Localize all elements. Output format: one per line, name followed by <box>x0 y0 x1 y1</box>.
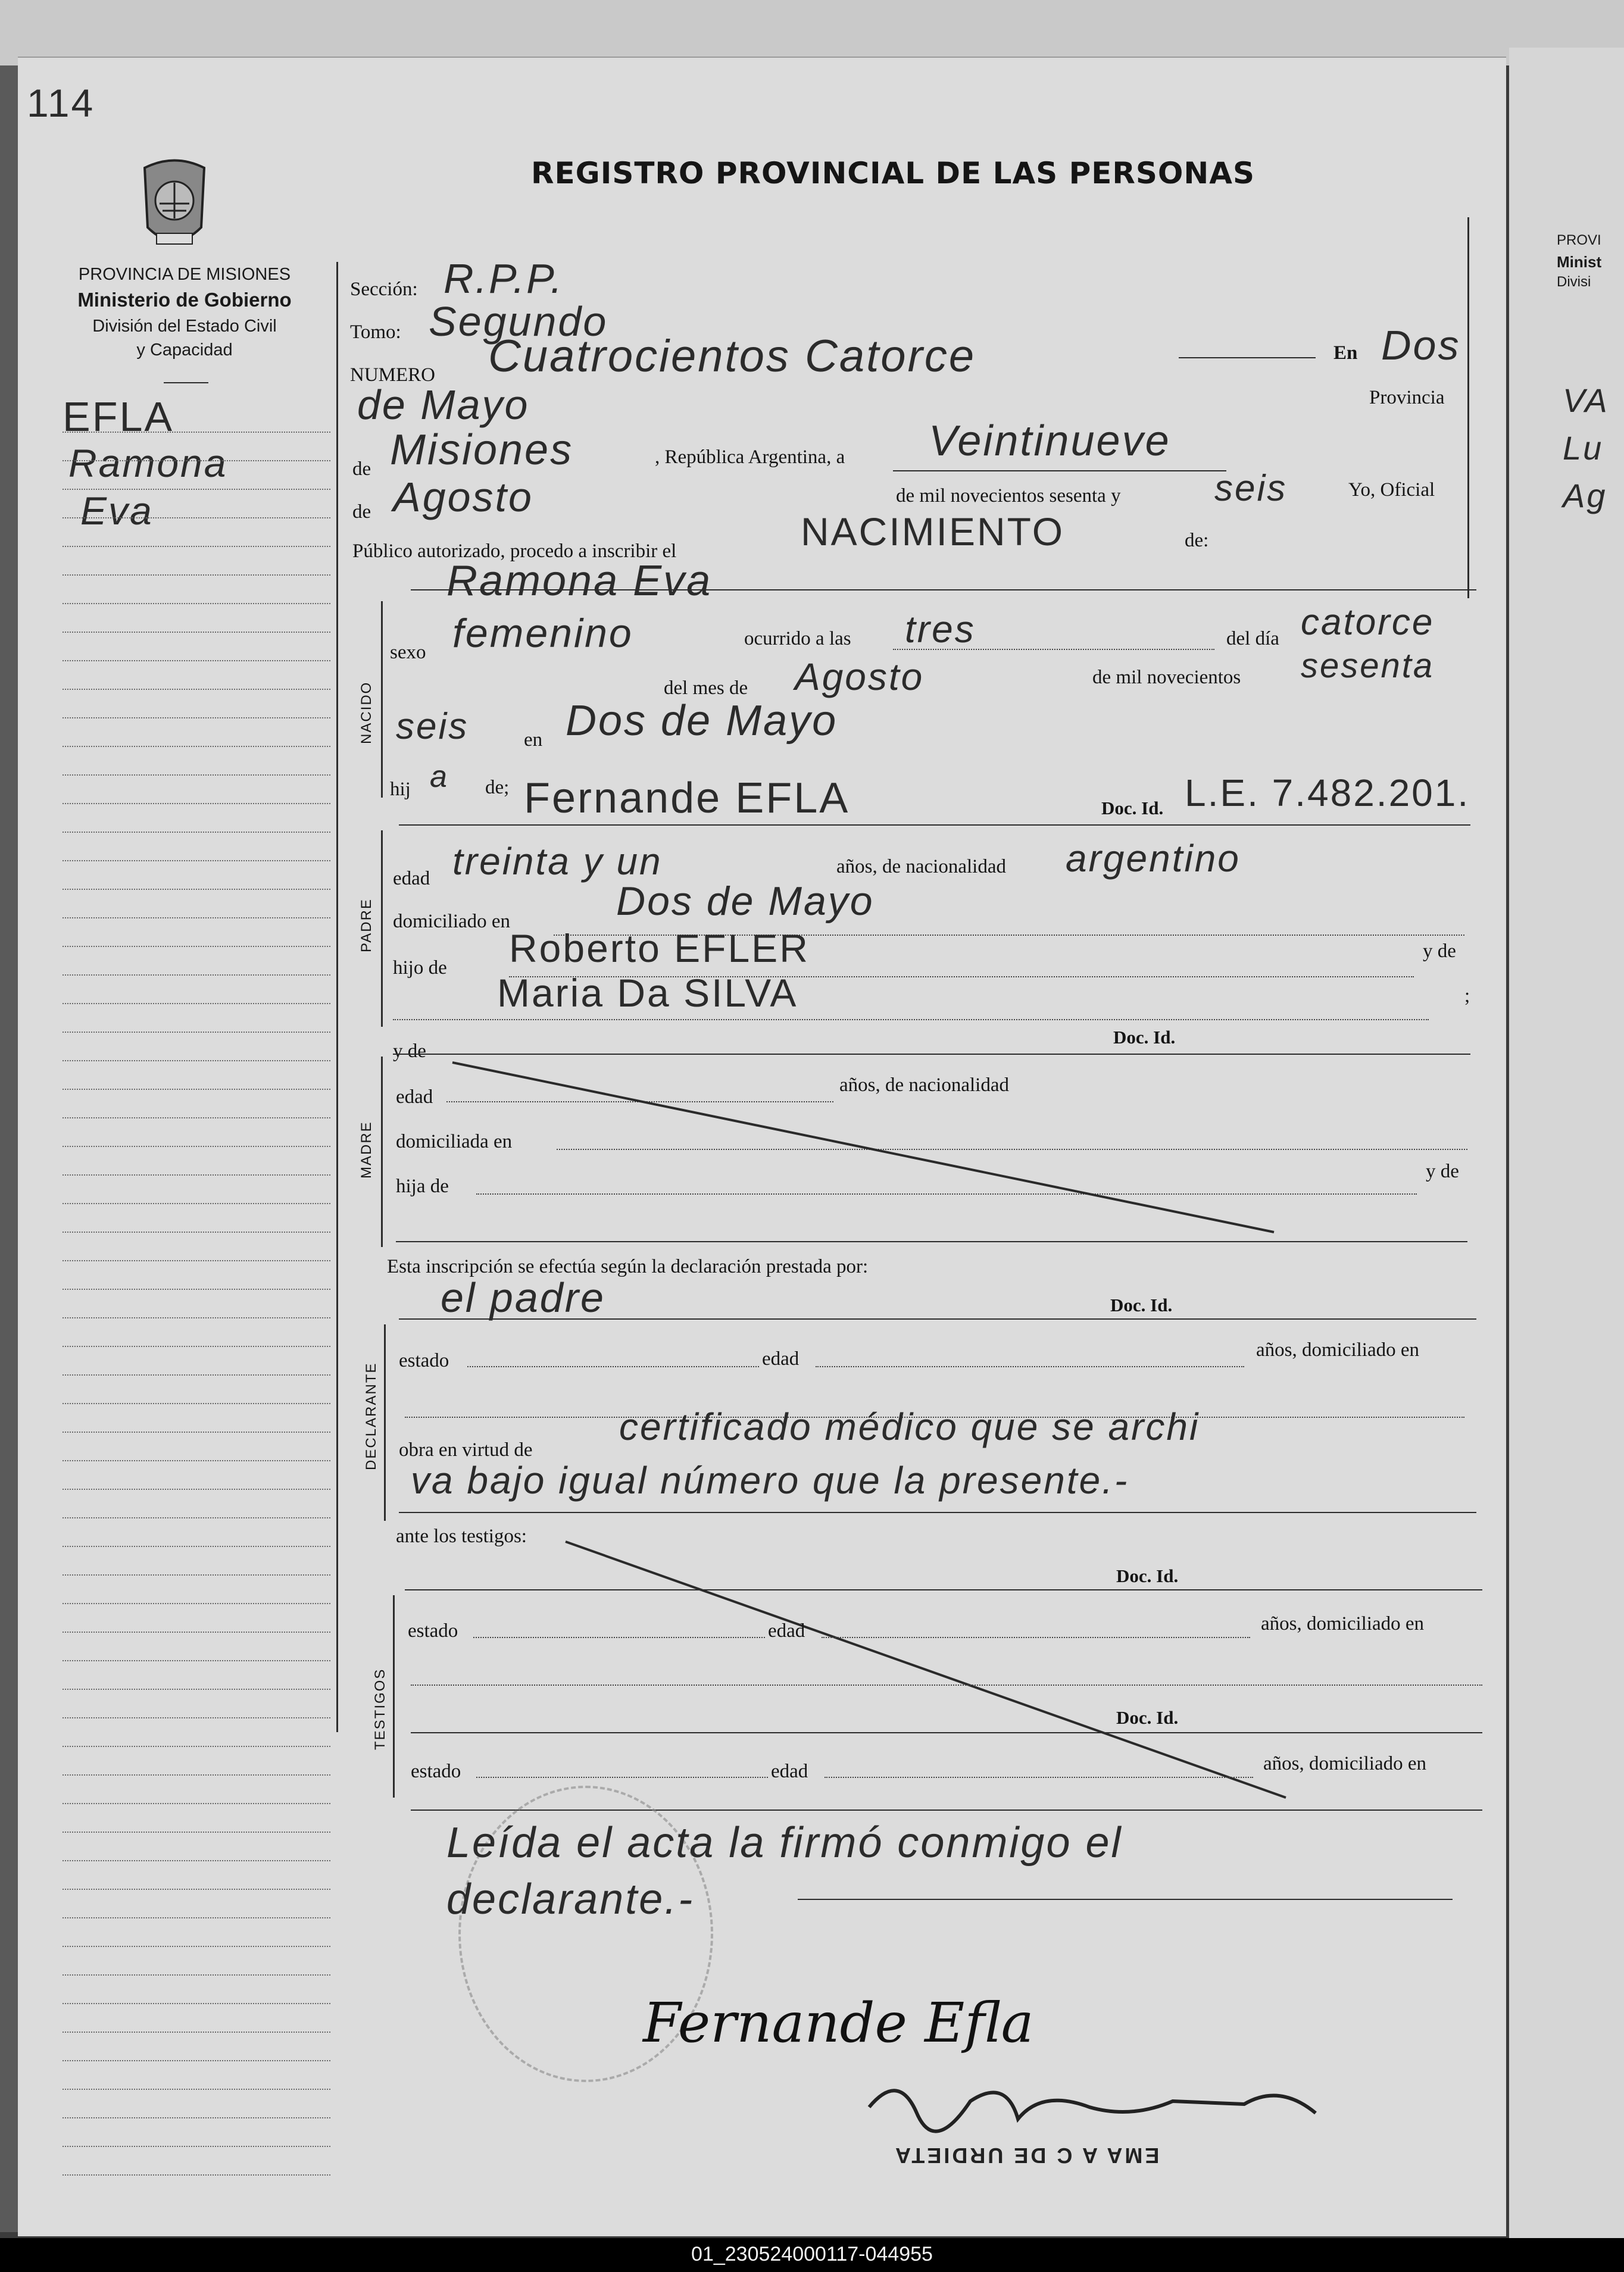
label-estado-testigo2: estado <box>411 1761 461 1782</box>
value-mes: Agosto <box>393 474 533 520</box>
label-domiciliada: domiciliada en <box>396 1131 513 1152</box>
value-padre-doc: L.E. 7.482.201. <box>1185 771 1470 814</box>
document-title: REGISTRO PROVINCIAL DE LAS PERSONAS <box>531 156 1255 190</box>
label-edad-madre: edad <box>396 1086 433 1108</box>
declarante-bracket <box>384 1324 386 1521</box>
label-en: En <box>1333 342 1358 364</box>
office-capacity: y Capacidad <box>136 340 233 360</box>
label-obra: obra en virtud de <box>399 1439 533 1461</box>
label-de-colon: de: <box>1185 530 1209 551</box>
value-inscripto: Ramona Eva <box>446 557 713 605</box>
testigo1-doc-line <box>405 1589 1482 1590</box>
adjacent-hand2: Lu <box>1563 429 1604 467</box>
value-anio-nac1: sesenta <box>1301 646 1435 685</box>
label-anos-nac-madre: años, de nacionalidad <box>839 1074 1009 1096</box>
label-en-lugar: en <box>524 729 543 751</box>
testigos-bracket <box>393 1595 395 1798</box>
value-dia: Veintinueve <box>929 417 1171 465</box>
office-province: PROVINCIA DE MISIONES <box>78 265 291 284</box>
label-edad-padre: edad <box>393 868 430 889</box>
label-doc-padre: Doc. Id. <box>1101 798 1164 818</box>
value-obra2: va bajo igual número que la presente.- <box>411 1459 1129 1502</box>
edad-t1-line <box>822 1637 1250 1638</box>
value-padre-dom: Dos de Mayo <box>616 879 875 924</box>
value-provincia: Misiones <box>390 426 574 474</box>
value-dia-nac: catorce <box>1301 602 1435 643</box>
value-mes-nac: Agosto <box>795 655 925 698</box>
label-domiciliado-padre: domiciliado en <box>393 911 511 932</box>
adjacent-office-line2: Minist <box>1557 253 1602 271</box>
label-doc-madre: Doc. Id. <box>1113 1027 1176 1048</box>
margin-second-name: Eva <box>80 489 154 533</box>
section-testigos: TESTIGOS <box>372 1668 388 1750</box>
label-edad-declarante: edad <box>762 1348 799 1370</box>
value-padre-nac: argentino <box>1066 837 1241 880</box>
edad-decl-line <box>816 1366 1244 1367</box>
value-seccion: R.P.P. <box>444 255 564 302</box>
adjacent-hand1: VA <box>1563 382 1609 419</box>
label-de-mes: de <box>352 501 371 523</box>
label-estado-declarante: estado <box>399 1350 449 1371</box>
value-numero: Cuatrocientos Catorce <box>488 331 976 382</box>
label-ante: ante los testigos: <box>396 1526 527 1547</box>
signature-declarante: Fernande Efla <box>643 1991 1034 2055</box>
label-hij: hij <box>390 779 411 800</box>
label-anos-dom-declarante: años, domiciliado en <box>1256 1339 1420 1361</box>
adjacent-office-line1: PROVI <box>1557 232 1601 248</box>
label-mil-sesenta: de mil novecientos sesenta y <box>896 485 1121 507</box>
value-sexo: femenino <box>452 611 633 656</box>
declarante-line <box>399 1318 1476 1320</box>
label-de-provincia: de <box>352 458 371 480</box>
label-anos-dom-testigo1: años, domiciliado en <box>1261 1613 1425 1635</box>
label-edad-testigo1: edad <box>768 1620 805 1642</box>
value-obra1: certificado médico que se archi <box>619 1405 1200 1448</box>
label-del-dia: del día <box>1226 628 1279 649</box>
label-doc-declarante: Doc. Id. <box>1110 1295 1173 1315</box>
value-lugar-nac: Dos de Mayo <box>566 697 838 745</box>
label-del-mes: del mes de <box>664 677 748 699</box>
label-anos-dom-testigo2: años, domiciliado en <box>1263 1753 1427 1774</box>
label-y-de-madre: y de <box>393 1040 426 1062</box>
adjacent-hand3: Ag <box>1563 477 1607 514</box>
inverted-stamp-text: EMA A C DE URDIETA <box>893 2143 1160 2168</box>
edad-t2-line <box>825 1777 1253 1778</box>
adjacent-office-line3: Divisi <box>1557 274 1591 290</box>
margin-first-name: Ramona <box>68 441 228 485</box>
official-signature-icon <box>863 2065 1363 2149</box>
label-ocurrido: ocurrido a las <box>744 628 851 649</box>
label-provincia: Provincia <box>1369 387 1445 408</box>
label-tomo: Tomo: <box>350 321 401 343</box>
section-nacido: NACIDO <box>358 681 374 744</box>
obra-bottom-line <box>399 1512 1476 1513</box>
value-lugar: de Mayo <box>357 382 530 428</box>
label-republica: , República Argentina, a <box>655 446 845 468</box>
value-hij-suffix: a <box>430 760 449 794</box>
cierre-line <box>798 1899 1453 1900</box>
value-padre-nombre: Fernande EFLA <box>524 774 850 822</box>
value-cierre2: declarante.- <box>446 1876 695 1923</box>
label-doc-testigo2: Doc. Id. <box>1116 1707 1179 1728</box>
margin-surname: EFLA <box>63 393 174 440</box>
label-publico: Público autorizado, procedo a inscribir el <box>352 540 677 562</box>
section-padre: PADRE <box>358 898 374 952</box>
label-sexo: sexo <box>390 642 426 663</box>
value-hora: tres <box>905 608 976 651</box>
section-declarante: DECLARANTE <box>363 1362 379 1470</box>
value-padre-edad: treinta y un <box>452 840 663 883</box>
testigo2-doc-line <box>411 1732 1482 1733</box>
label-semicolon-padre: ; <box>1464 985 1470 1007</box>
label-edad-testigo2: edad <box>771 1761 808 1782</box>
value-tomo: Segundo <box>429 298 608 345</box>
label-doc-testigo1: Doc. Id. <box>1116 1565 1179 1586</box>
value-abuela: Maria Da SILVA <box>497 971 798 1015</box>
label-hijo-de: hijo de <box>393 957 447 979</box>
label-y-de-madre2: y de <box>1426 1161 1459 1182</box>
estado-t2-line <box>476 1777 768 1778</box>
value-abuelo: Roberto EFLER <box>509 926 810 970</box>
label-anos-nac-padre: años, de nacionalidad <box>836 856 1006 877</box>
label-y-de-padre: y de <box>1423 940 1456 962</box>
label-esta-inscripcion: Esta inscripción se efectúa según la declaración prestada por: <box>387 1256 869 1277</box>
value-en: Dos <box>1381 322 1461 368</box>
value-cierre1: Leída el acta la firmó conmigo el <box>446 1819 1123 1867</box>
label-numero: NUMERO <box>350 364 436 386</box>
page-number: 114 <box>27 81 95 125</box>
value-anio: seis <box>1214 468 1288 509</box>
label-de-semicolon: de; <box>485 777 510 798</box>
label-seccion: Sección: <box>350 279 418 300</box>
label-hija-de: hija de <box>396 1176 449 1197</box>
section-madre: MADRE <box>358 1121 374 1179</box>
estado-t1-line <box>473 1637 765 1638</box>
estado-decl-line <box>467 1366 759 1367</box>
label-de-mil: de mil novecientos <box>1092 667 1241 688</box>
dom-t1-line <box>411 1685 1482 1686</box>
label-estado-testigo1: estado <box>408 1620 458 1642</box>
label-yo-oficial: Yo, Oficial <box>1348 479 1435 501</box>
office-division: División del Estado Civil <box>92 317 277 336</box>
value-declarante: el padre <box>441 1274 605 1321</box>
value-acto: NACIMIENTO <box>801 510 1065 554</box>
value-anio-nac2: seis <box>396 706 469 747</box>
office-ministry: Ministerio de Gobierno <box>77 289 292 311</box>
footer-image-id: 01_230524000117-044955 <box>691 2243 933 2265</box>
